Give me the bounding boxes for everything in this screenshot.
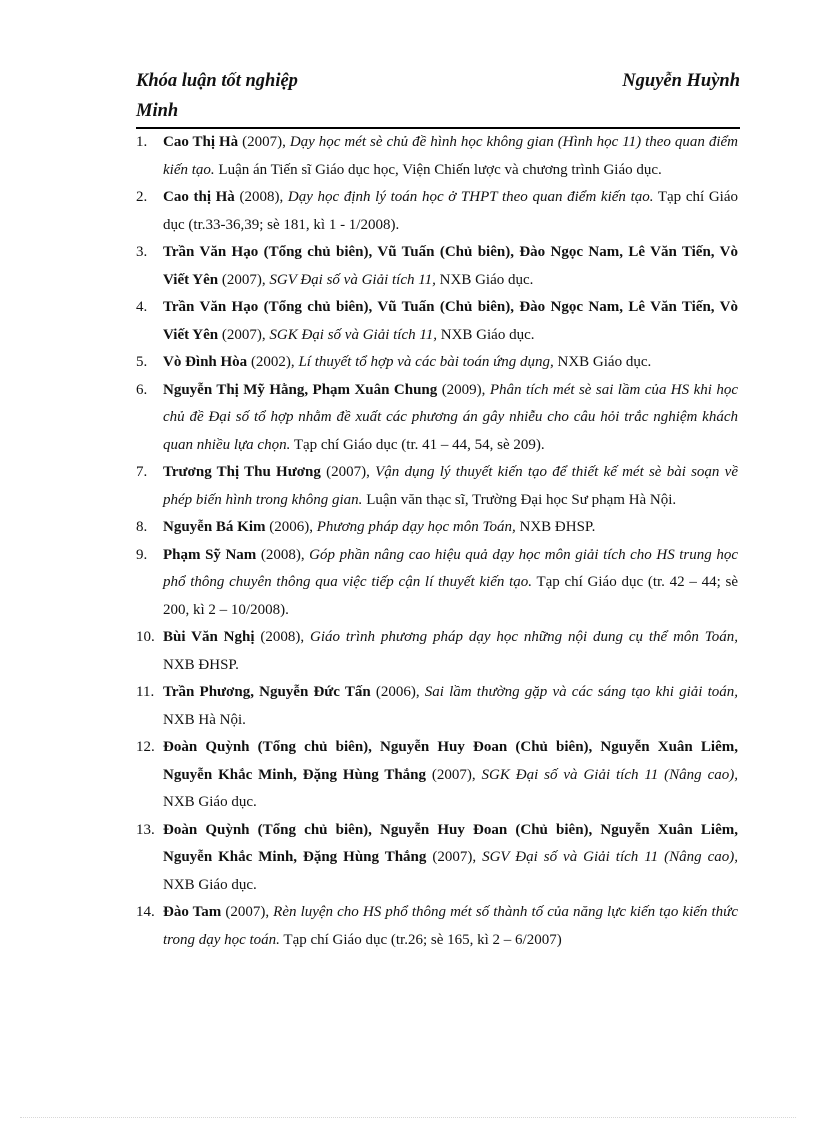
reference-year: (2008), [254,629,310,645]
reference-number: 12. [136,739,155,755]
reference-number: 14. [136,904,155,920]
header-author-name: Nguyễn Huỳnh [622,71,740,91]
reference-item [136,899,738,954]
reference-title: Giáo trình phương pháp dạy học những nội dung cụ thể môn Toán, [310,629,738,645]
page-bottom-border [20,1117,796,1118]
reference-title: Sai lầm thường gặp và các sáng tạo khi giải toán, [424,684,738,700]
reference-authors: Đoàn Quỳnh (Tổng chủ biên), Nguyễn Huy Đoan (Chủ biên), Nguyễn Xuân Liêm, Nguyễn Khắc Minh, Đặng Hùng Thắng [163,821,738,865]
reference-number: 7. [136,464,148,480]
reference-number: 6. [136,381,148,398]
reference-source: NXB ĐHSP. [515,519,596,535]
header-thesis-label: Khóa luận tốt nghiệp [136,71,298,91]
reference-item [136,514,738,542]
reference-source: NXB Giáo dục. [163,794,257,810]
reference-source: NXB Giáo dục. [553,354,652,370]
reference-authors: Đoàn Quỳnh (Tổng chủ biên), Nguyễn Huy Đoan (Chủ biên), Nguyễn Xuân Liêm, Nguyễn Khắc Minh, Đặng Hùng Thắng [163,739,738,783]
reference-item [136,349,738,377]
reference-authors: Nguyễn Thị Mỹ Hằng, Phạm Xuân Chung [163,381,438,398]
reference-item [136,734,738,817]
reference-year: (2002), [247,354,299,370]
reference-authors: Cao Thị Hà [163,134,239,150]
reference-number: 13. [136,821,155,838]
reference-year: (2007), [238,134,290,150]
reference-list [136,129,738,954]
reference-item [136,817,738,900]
reference-title: Lí thuyết tổ hợp và các bài toán ứng dụng, [298,354,554,370]
reference-source: Tạp chí Giáo dục (tr.33-36,39; sè 181, kì 1 - 1/2008). [163,189,738,233]
reference-number: 2. [136,189,148,205]
reference-year: (2007), [218,271,270,288]
reference-item [136,184,738,239]
reference-year: (2006), [370,684,425,700]
reference-authors: Trần Phương, Nguyễn Đức Tấn [163,684,371,700]
reference-authors: Trần Văn Hạo (Tổng chủ biên), Vũ Tuấn (Chủ biên), Đào Ngọc Nam, Lê Văn Tiến, Vò Viết Yên [163,299,738,343]
reference-number: 10. [136,629,155,645]
reference-authors: Nguyễn Bá Kim [163,519,266,535]
reference-item [136,679,738,734]
reference-title: Vận dụng lý thuyết kiến tạo để thiết kế mét sè bài soạn về phép biến hình trong không gian. [163,464,738,508]
reference-number: 9. [136,546,148,563]
reference-authors: Trần Văn Hạo (Tổng chủ biên), Vũ Tuấn (Chủ biên), Đào Ngọc Nam, Lê Văn Tiến, Vò Viết Yên [163,244,738,288]
reference-item [136,129,738,184]
reference-item [136,542,738,625]
reference-authors: Bùi Văn Nghị [163,629,255,645]
reference-title: Dạy học định lý toán học ở THPT theo quan điểm kiến tạo. [287,189,654,205]
reference-source: Luận án Tiến sĩ Giáo dục học, Viện Chiến lược và chương trình Giáo dục. [214,161,662,178]
reference-year: (2007), [426,766,482,783]
page-header [136,66,740,126]
reference-number: 5. [136,354,148,370]
reference-title: Phương pháp dạy học môn Toán, [316,519,516,535]
reference-source: NXB Giáo dục. [435,271,534,288]
reference-title: SGV Đại số và Giải tích 11 (Nâng cao), [482,849,738,865]
reference-title: Rèn luyện cho HS phổ thông mét số thành tố của năng lực kiến tạo kiến thức trong dạy học toán. [163,904,738,948]
header-author-name-continued: Minh [136,101,179,121]
reference-source: Luận văn thạc sĩ, Trường Đại học Sư phạm Hà Nội. [362,491,677,508]
reference-year: (2008), [234,189,288,205]
reference-item [136,459,738,514]
reference-number: 3. [136,244,148,260]
reference-year: (2007), [221,904,274,920]
reference-number: 11. [136,684,155,700]
reference-source: NXB Hà Nội. [163,711,246,728]
reference-item [136,624,738,679]
reference-number: 4. [136,299,148,315]
reference-source: NXB Giáo dục. [437,326,535,343]
reference-authors: Vò Đình Hòa [163,354,248,370]
reference-year: (2007), [218,326,270,343]
reference-source: Tạp chí Giáo dục (tr. 42 – 44; sè 200, kì 2 – 10/2008). [163,574,738,618]
reference-title: SGK Đại số và Giải tích 11 (Nâng cao), [481,766,738,783]
reference-number: 8. [136,519,148,535]
reference-year: (2007), [320,464,376,480]
reference-source: NXB ĐHSP. [163,656,239,673]
reference-authors: Cao thị Hà [163,189,235,205]
reference-source: Tạp chí Giáo dục (tr.26; sè 165, kì 2 – 6/2007) [279,931,562,948]
reference-title: Phân tích mét sè sai lầm của HS khi học chủ đề Đại số tổ hợp nhằm đề xuất các phương án gây nhiễu cho câu hỏi trắc nghiệm khách quan nhiều lựa chọn. [163,381,738,453]
reference-authors: Đào Tam [163,904,222,920]
reference-year: (2008), [256,546,310,563]
reference-source: NXB Giáo dục. [163,876,257,893]
reference-title: Góp phần nâng cao hiệu quả dạy học môn giải tích cho HS trung học phổ thông chuyên thông qua việc tiếp cận lí thuyết kiến tạo. [163,546,738,590]
reference-authors: Phạm Sỹ Nam [163,546,257,563]
reference-item [136,294,738,349]
reference-year: (2006), [265,519,317,535]
reference-year: (2009), [437,381,490,398]
reference-year: (2007), [426,849,483,865]
reference-authors: Trương Thị Thu Hương [163,464,321,480]
reference-number: 1. [136,134,148,150]
reference-item [136,239,738,294]
reference-title: SGV Đại số và Giải tích 11, [269,271,436,288]
reference-title: Dạy học mét sè chủ đề hình học không gian (Hình học 11) theo quan điểm kiến tạo. [163,134,738,178]
reference-item [136,377,738,460]
reference-title: SGK Đại số và Giải tích 11, [269,326,438,343]
reference-source: Tạp chí Giáo dục (tr. 41 – 44, 54, sè 209). [290,436,545,453]
